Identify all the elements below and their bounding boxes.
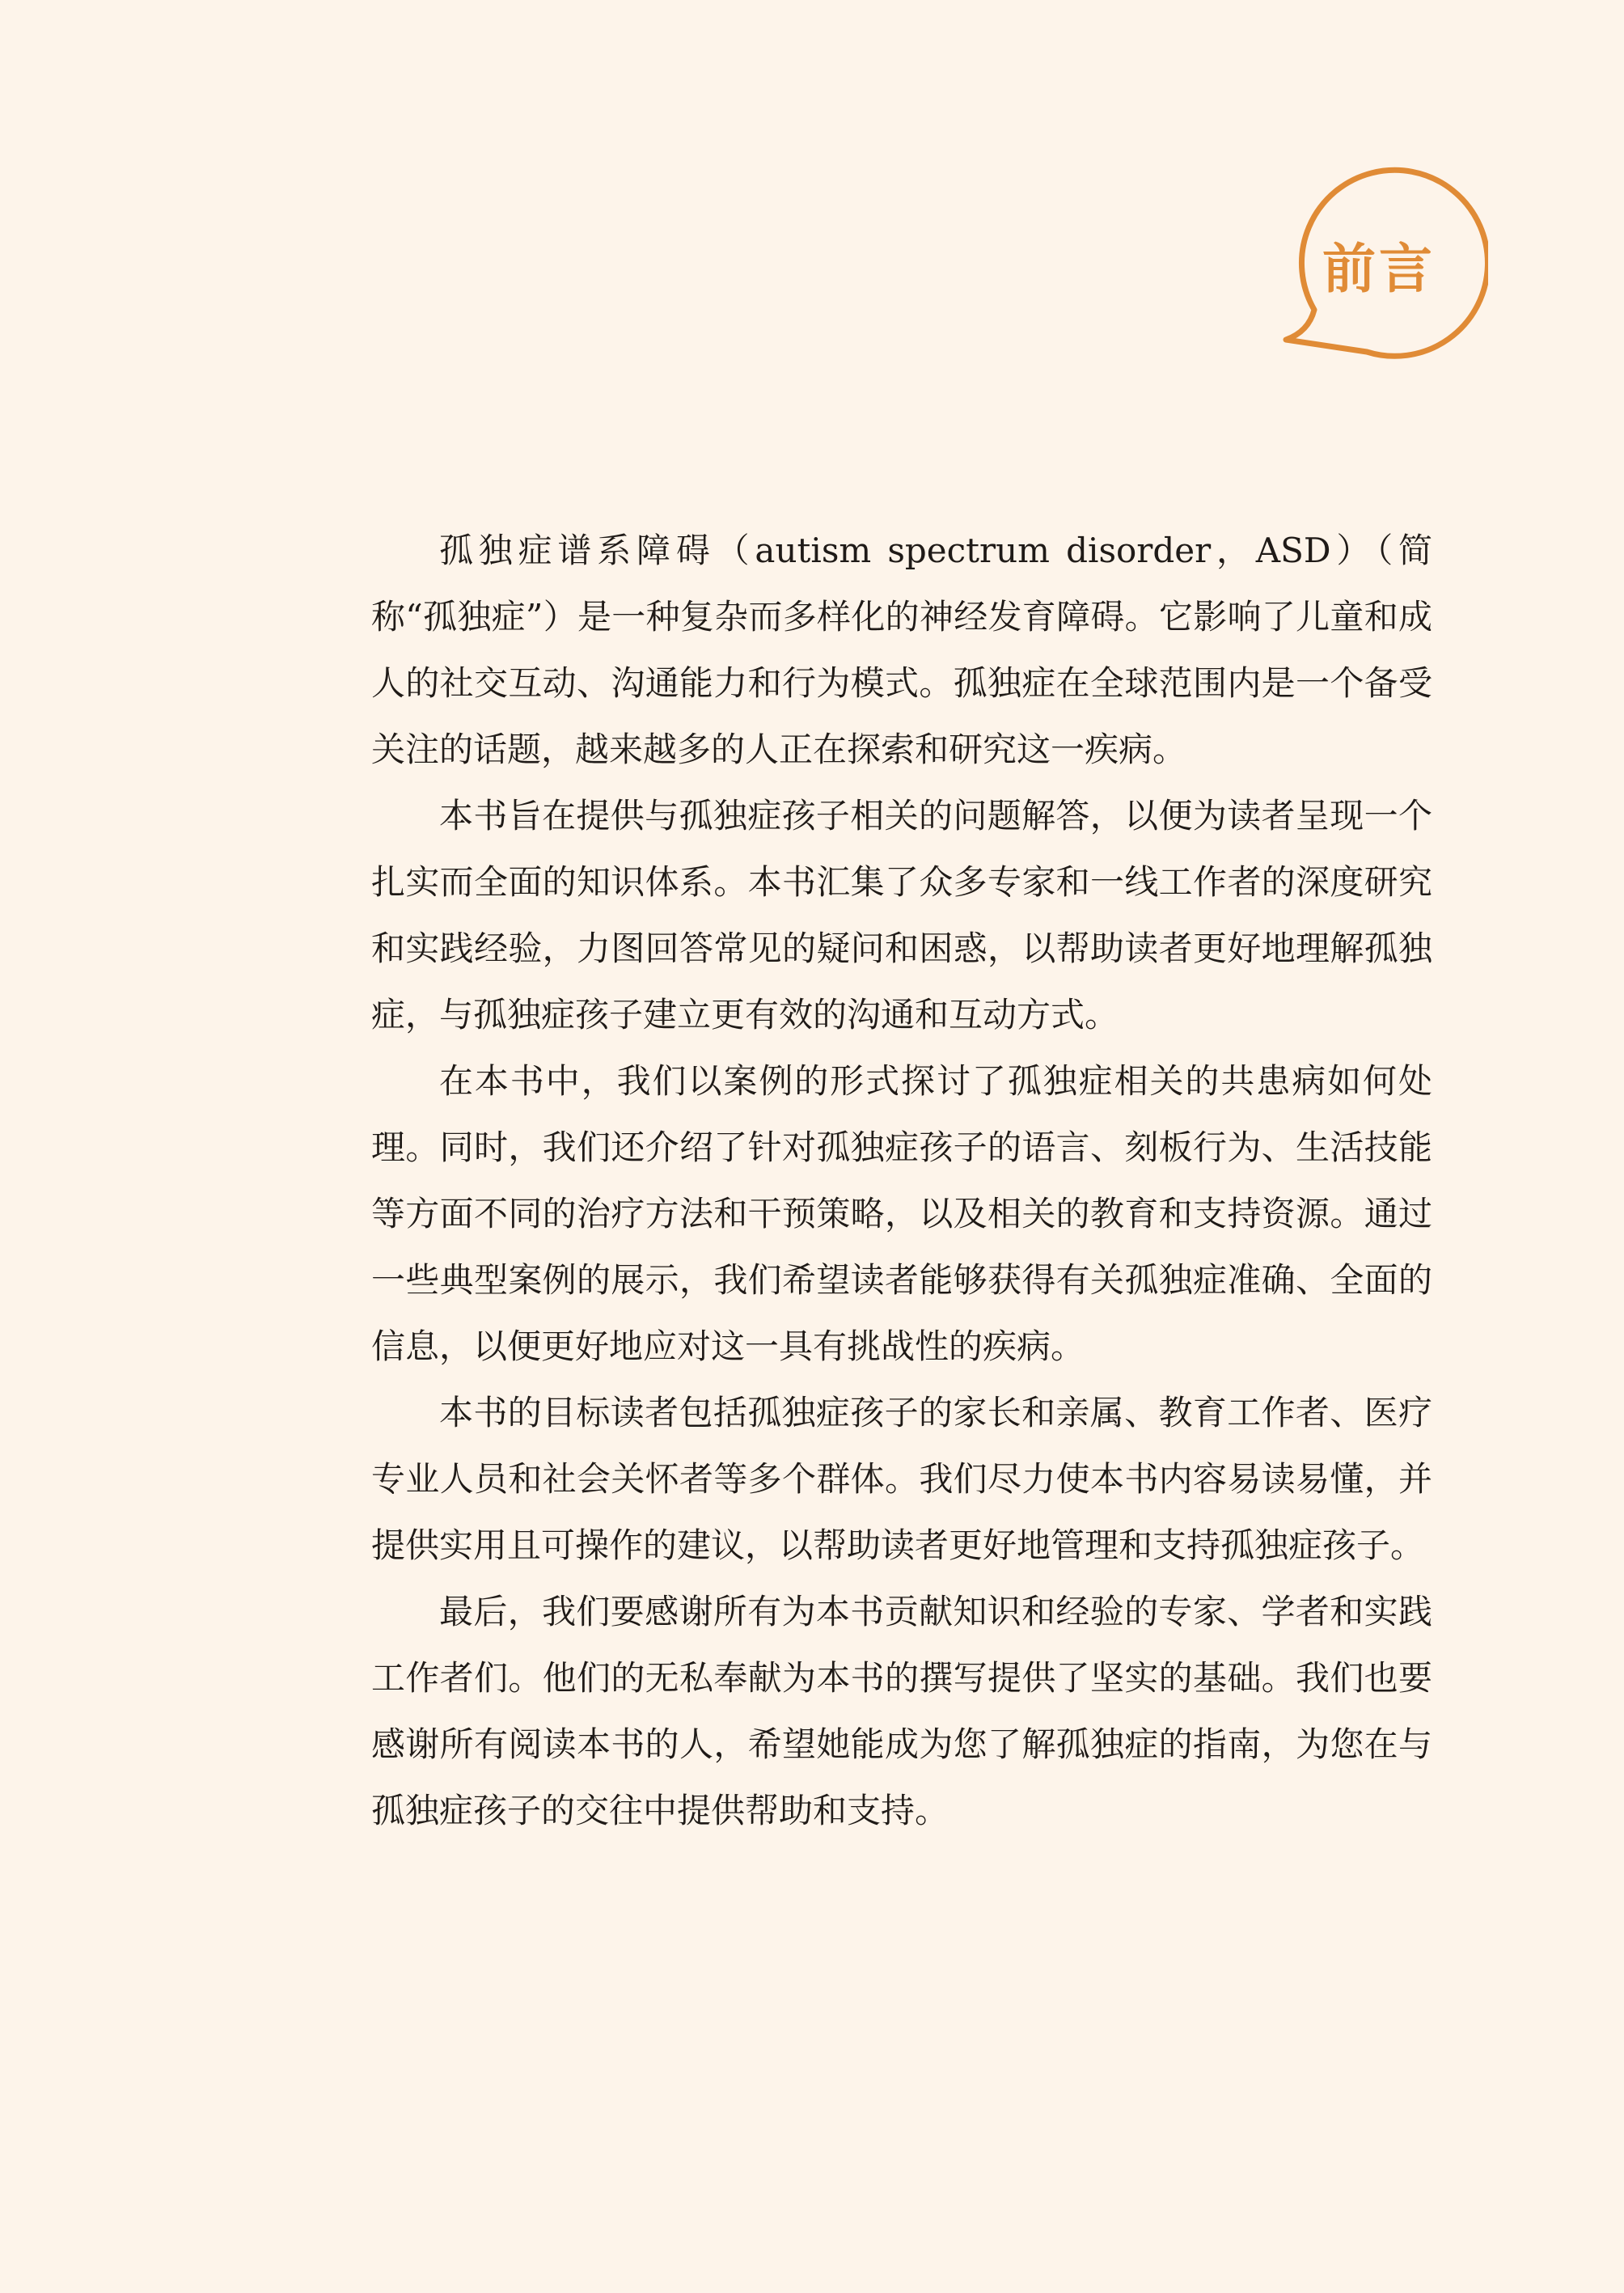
paragraph-1: 孤独症谱系障碍（autism spectrum disorder，ASD）（简称“孤独症”）是一种复杂而多样化的神经发育障碍。它影响了儿童和成人的社交互动、沟通能力和行为模式。孤独症在全球范围内是一个备受关注的话题，越来越多的人正在探索和研究这一疾病。 <box>371 531 1432 769</box>
chapter-badge <box>1270 166 1488 368</box>
preface-body <box>371 518 1432 1844</box>
paragraph-5: 最后，我们要感谢所有为本书贡献知识和经验的专家、学者和实践工作者们。他们的无私奉献为本书的撰写提供了坚实的基础。我们也要感谢所有阅读本书的人，希望她能成为您了解孤独症的指南，为您在与孤独症孩子的交往中提供帮助和支持。 <box>371 1592 1432 1830</box>
paragraph-4: 本书的目标读者包括孤独症孩子的家长和亲属、教育工作者、医疗专业人员和社会关怀者等多个群体。我们尽力使本书内容易读易懂，并提供实用且可操作的建议，以帮助读者更好地管理和支持孤独症孩子。 <box>371 1393 1432 1565</box>
paragraph-2: 本书旨在提供与孤独症孩子相关的问题解答，以便为读者呈现一个扎实而全面的知识体系。本书汇集了众多专家和一线工作者的深度研究和实践经验，力图回答常见的疑问和困惑，以帮助读者更好地理解孤独症，与孤独症孩子建立更有效的沟通和互动方式。 <box>371 796 1432 1034</box>
paragraph-3: 在本书中，我们以案例的形式探讨了孤独症相关的共患病如何处理。同时，我们还介绍了针对孤独症孩子的语言、刻板行为、生活技能等方面不同的治疗方法和干预策略，以及相关的教育和支持资源。通过一些典型案例的展示，我们希望读者能够获得有关孤独症准确、全面的信息，以便更好地应对这一具有挑战性的疾病。 <box>371 1061 1432 1366</box>
page-title: 前言 <box>1322 238 1436 300</box>
